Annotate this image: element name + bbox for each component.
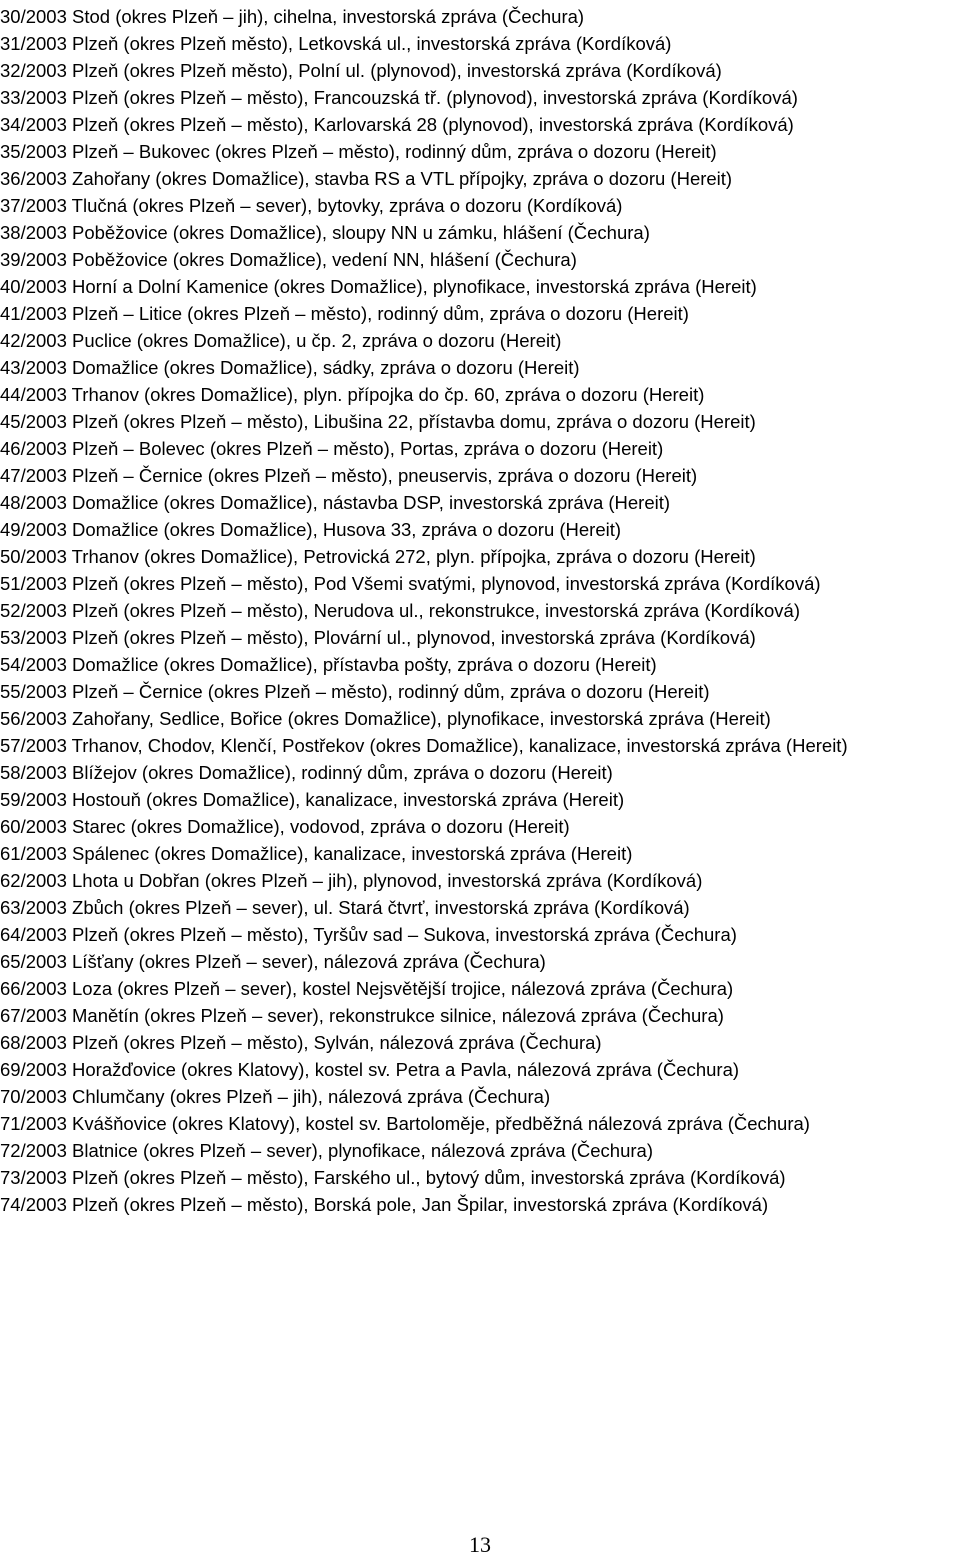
report-entry: 47/2003 Plzeň – Černice (okres Plzeň – město), pneuservis, zpráva o dozoru (Hereit) [0,465,698,486]
report-entry: 52/2003 Plzeň (okres Plzeň – město), Nerudova ul., rekonstrukce, investorská zpráva (Kordíková) [0,600,800,621]
report-entry: 51/2003 Plzeň (okres Plzeň – město), Pod Všemi svatými, plynovod, investorská zpráva (Kordíková) [0,573,821,594]
report-entry: 37/2003 Tlučná (okres Plzeň – sever), bytovky, zpráva o dozoru (Kordíková) [0,195,623,216]
report-entry: 50/2003 Trhanov (okres Domažlice), Petrovická 272, plyn. přípojka, zpráva o dozoru (Hereit) [0,546,756,567]
report-entry: 38/2003 Poběžovice (okres Domažlice), sloupy NN u zámku, hlášení (Čechura) [0,222,650,243]
report-entry: 32/2003 Plzeň (okres Plzeň město), Polní ul. (plynovod), investorská zpráva (Kordíková) [0,60,722,81]
report-entry: 60/2003 Starec (okres Domažlice), vodovod, zpráva o dozoru (Hereit) [0,816,570,837]
report-entry: 71/2003 Kvášňovice (okres Klatovy), kostel sv. Bartoloměje, předběžná nálezová zpráva (Čechura) [0,1113,810,1134]
report-entry: 42/2003 Puclice (okres Domažlice), u čp. 2, zpráva o dozoru (Hereit) [0,330,562,351]
report-entry: 68/2003 Plzeň (okres Plzeň – město), Sylván, nálezová zpráva (Čechura) [0,1032,602,1053]
report-entry: 61/2003 Spálenec (okres Domažlice), kanalizace, investorská zpráva (Hereit) [0,843,633,864]
report-entry: 36/2003 Zahořany (okres Domažlice), stavba RS a VTL přípojky, zpráva o dozoru (Hereit) [0,168,733,189]
report-entry: 45/2003 Plzeň (okres Plzeň – město), Libušina 22, přístavba domu, zpráva o dozoru (Hereit) [0,411,756,432]
report-entry: 73/2003 Plzeň (okres Plzeň – město), Farského ul., bytový dům, investorská zpráva (Kordíková) [0,1167,786,1188]
report-entry: 35/2003 Plzeň – Bukovec (okres Plzeň – město), rodinný dům, zpráva o dozoru (Hereit) [0,141,717,162]
report-entry: 31/2003 Plzeň (okres Plzeň město), Letkovská ul., investorská zpráva (Kordíková) [0,33,672,54]
report-entry: 66/2003 Loza (okres Plzeň – sever), kostel Nejsvětější trojice, nálezová zpráva (Čechura) [0,978,734,999]
report-entry: 41/2003 Plzeň – Litice (okres Plzeň – město), rodinný dům, zpráva o dozoru (Hereit) [0,303,689,324]
report-entry: 54/2003 Domažlice (okres Domažlice), přístavba pošty, zpráva o dozoru (Hereit) [0,654,657,675]
report-entry: 74/2003 Plzeň (okres Plzeň – město), Borská pole, Jan Špilar, investorská zpráva (Kordíková) [0,1194,769,1215]
report-entry: 34/2003 Plzeň (okres Plzeň – město), Karlovarská 28 (plynovod), investorská zpráva (Kordíková) [0,114,794,135]
report-entry: 40/2003 Horní a Dolní Kamenice (okres Domažlice), plynofikace, investorská zpráva (Hereit) [0,276,757,297]
report-entry: 70/2003 Chlumčany (okres Plzeň – jih), nálezová zpráva (Čechura) [0,1086,551,1107]
report-entry: 48/2003 Domažlice (okres Domažlice), nástavba DSP, investorská zpráva (Hereit) [0,492,671,513]
report-entry: 55/2003 Plzeň – Černice (okres Plzeň – město), rodinný dům, zpráva o dozoru (Hereit) [0,681,710,702]
report-entry: 57/2003 Trhanov, Chodov, Klenčí, Postřekov (okres Domažlice), kanalizace, investorská zpráva (Hereit) [0,735,848,756]
report-entry: 62/2003 Lhota u Dobřan (okres Plzeň – jih), plynovod, investorská zpráva (Kordíková) [0,870,703,891]
report-entry: 67/2003 Manětín (okres Plzeň – sever), rekonstrukce silnice, nálezová zpráva (Čechura) [0,1005,724,1026]
report-entry: 43/2003 Domažlice (okres Domažlice), sádky, zpráva o dozoru (Hereit) [0,357,580,378]
report-entry: 64/2003 Plzeň (okres Plzeň – město), Tyršův sad – Sukova, investorská zpráva (Čechura) [0,924,737,945]
report-entry: 33/2003 Plzeň (okres Plzeň – město), Francouzská tř. (plynovod), investorská zpráva (Kordíková) [0,87,798,108]
report-entry: 58/2003 Blížejov (okres Domažlice), rodinný dům, zpráva o dozoru (Hereit) [0,762,613,783]
report-entry: 53/2003 Plzeň (okres Plzeň – město), Plovární ul., plynovod, investorská zpráva (Kordíková) [0,627,756,648]
report-entry: 65/2003 Líšťany (okres Plzeň – sever), nálezová zpráva (Čechura) [0,951,546,972]
report-entry: 72/2003 Blatnice (okres Plzeň – sever), plynofikace, nálezová zpráva (Čechura) [0,1140,653,1161]
page-number: 13 [469,1532,491,1557]
report-entry: 59/2003 Hostouň (okres Domažlice), kanalizace, investorská zpráva (Hereit) [0,789,625,810]
report-entry: 56/2003 Zahořany, Sedlice, Bořice (okres Domažlice), plynofikace, investorská zpráva (Hereit) [0,708,771,729]
report-entry: 63/2003 Zbůch (okres Plzeň – sever), ul. Stará čtvrť, investorská zpráva (Kordíková) [0,897,690,918]
report-entry: 30/2003 Stod (okres Plzeň – jih), cihelna, investorská zpráva (Čechura) [0,6,585,27]
report-entry: 69/2003 Horažďovice (okres Klatovy), kostel sv. Petra a Pavla, nálezová zpráva (Čechura) [0,1059,740,1080]
report-entry: 44/2003 Trhanov (okres Domažlice), plyn. přípojka do čp. 60, zpráva o dozoru (Hereit) [0,384,705,405]
report-entry: 46/2003 Plzeň – Bolevec (okres Plzeň – město), Portas, zpráva o dozoru (Hereit) [0,438,664,459]
report-entry: 49/2003 Domažlice (okres Domažlice), Husova 33, zpráva o dozoru (Hereit) [0,519,622,540]
report-entry: 39/2003 Poběžovice (okres Domažlice), vedení NN, hlášení (Čechura) [0,249,577,270]
